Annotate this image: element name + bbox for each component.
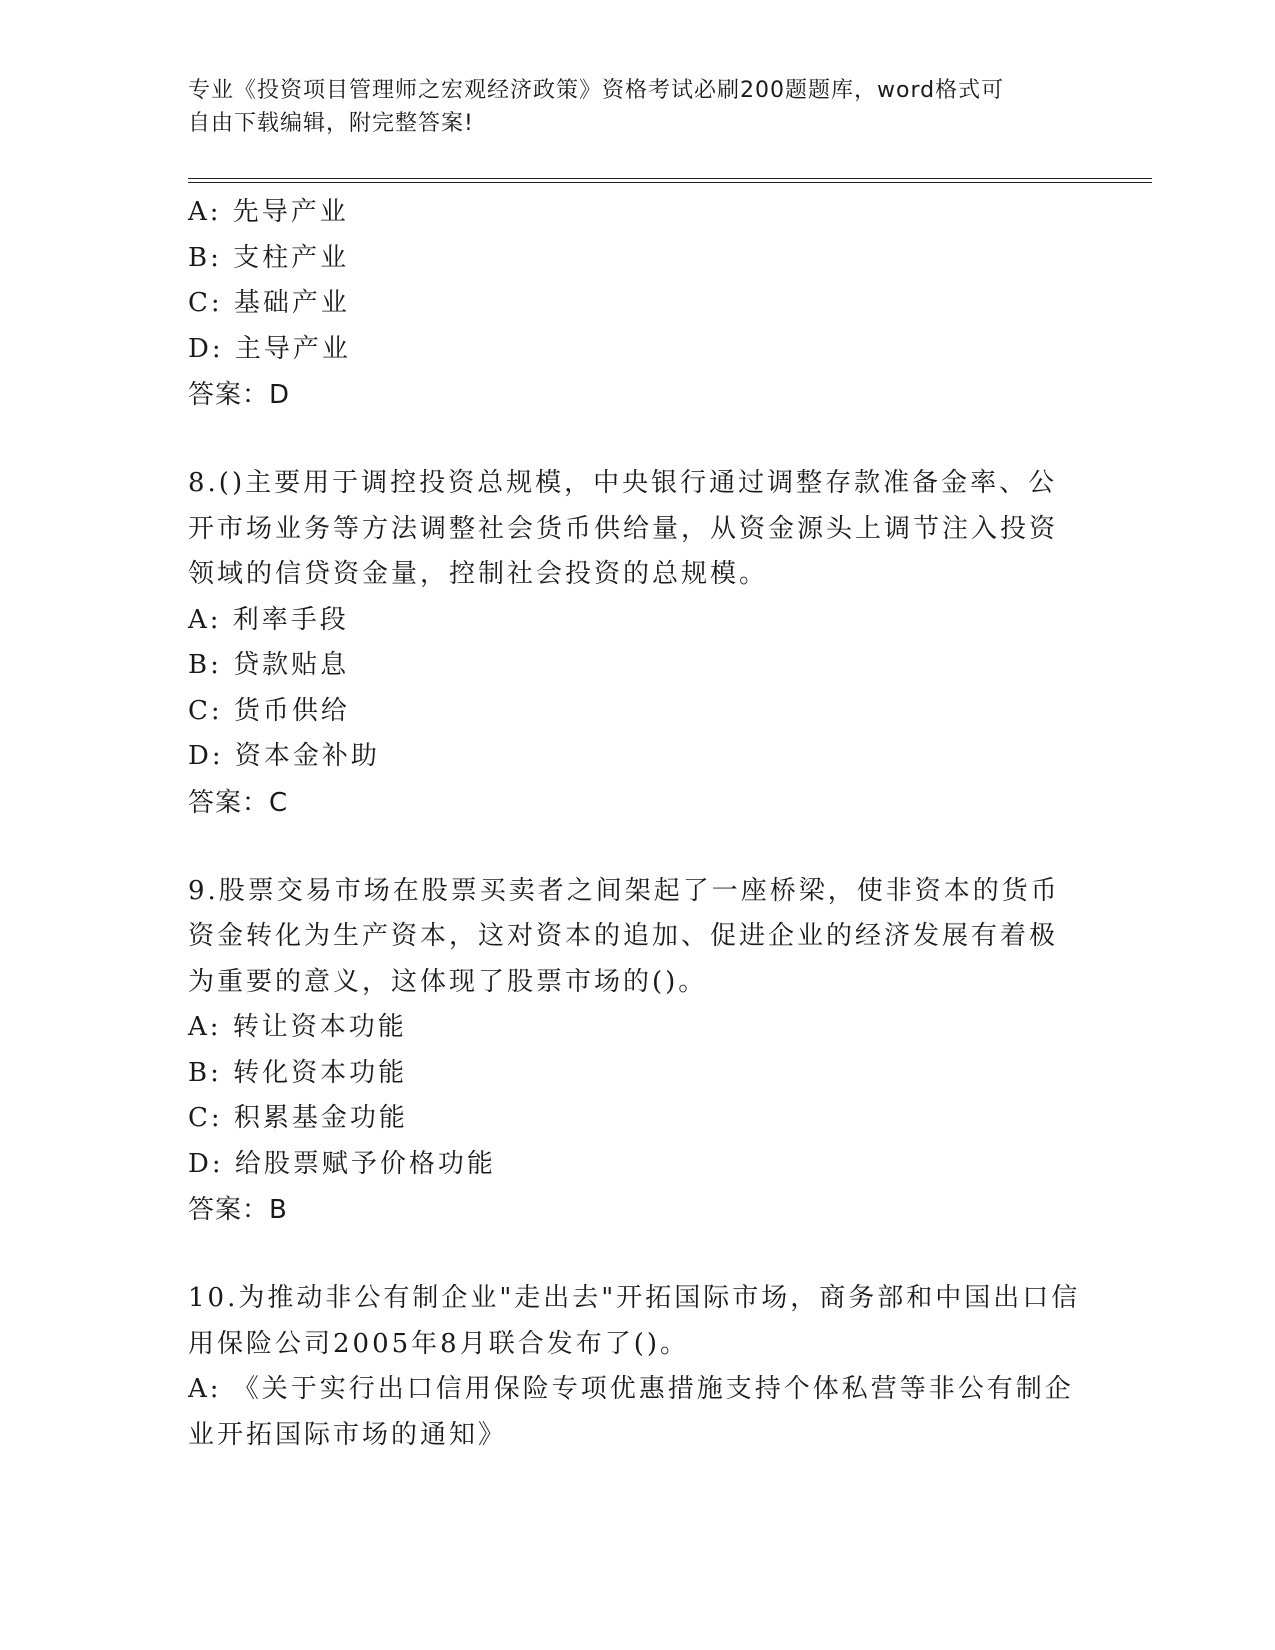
option-d: D: 给股票赋予价格功能 [188,1148,496,1179]
option-c: C: 积累基金功能 [188,1103,408,1133]
option-a: A: 先导产业 [188,197,349,227]
spacer [188,826,1068,869]
question-stem-line: 用保险公司2005年8月联合发布了()。 [188,1328,689,1359]
question-7 [188,190,1068,418]
question-8 [188,461,1068,826]
option-d: D: 资本金补助 [188,741,380,771]
question-stem-line: 9.股票交易市场在股票买卖者之间架起了一座桥梁，使非资本的货币 [188,875,1060,906]
option-a: A: 《关于实行出口信用保险专项优惠措施支持个体私营等非公有制企 [188,1374,1074,1404]
option-b: B: 支柱产业 [188,242,350,273]
spacer [188,1233,1068,1276]
option-a: A: 利率手段 [188,604,349,635]
question-9 [188,869,1068,1234]
option-c: C: 基础产业 [188,288,350,318]
header-divider [188,178,1152,183]
option-b: B: 贷款贴息 [188,650,350,680]
answer: 答案：C [188,787,289,818]
question-stem-line: 资金转化为生产资本，这对资本的追加、促进企业的经济发展有着极 [188,921,1059,951]
spacer [188,418,1068,461]
page-header [188,74,1068,140]
option-d: D: 主导产业 [188,333,351,364]
question-stem-line: 为重要的意义，这体现了股票市场的()。 [188,966,708,997]
answer: 答案：B [188,1195,288,1225]
question-stem-line: 8.()主要用于调控投资总规模，中央银行通过调整存款准备金率、公 [188,468,1058,498]
question-stem-line: 领域的信贷资金量，控制社会投资的总规模。 [188,559,769,589]
answer: 答案：D [188,380,291,410]
question-list [188,190,1081,1458]
question-10 [188,1276,1081,1458]
option-a: A: 转让资本功能 [188,1012,407,1042]
question-stem-line: 10.为推动非公有制企业"走出去"开拓国际市场，商务部和中国出口信 [188,1283,1081,1313]
header-line-1: 专业《投资项目管理师之宏观经济政策》资格考试必刷200题题库，word格式可 [188,78,1005,103]
header-line-2: 自由下载编辑，附完整答案! [188,111,474,136]
option-c: C: 货币供给 [188,695,350,726]
option-a-continued: 业开拓国际市场的通知》 [188,1419,508,1450]
question-stem-line: 开市场业务等方法调整社会货币供给量，从资金源头上调节注入投资 [188,513,1059,544]
option-b: B: 转化资本功能 [188,1057,408,1088]
